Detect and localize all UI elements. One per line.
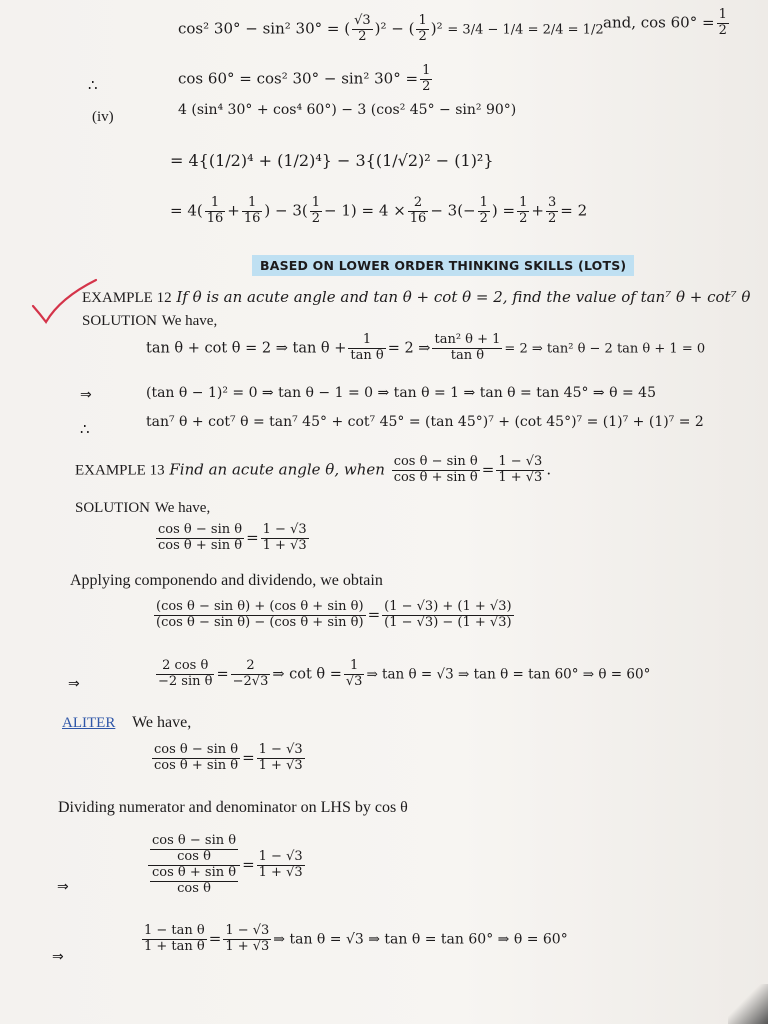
ex12-step-1: tan θ + cot θ = 2 ⇒ tan θ + $\frac{1}{\text{tan θ}}$ = 2 ⇒ $\frac{\text{tan² θ + 1}}{\text{tan θ}}$ = 2 ⇒ tan² θ − 2 tan θ + 1 = 0 (146, 332, 706, 363)
ex13-eq-1: $\frac{\text{cos θ − sin θ}}{\text{cos θ + sin θ}}$ = $\frac{1 - √3}{1 + √3}$ (158, 522, 307, 553)
ex12-step-3: tan⁷ θ + cot⁷ θ = tan⁷ 45° + cot⁷ 45° = (tan 45°)⁷ + (cot 45°)⁷ = (1)⁷ + (1)⁷ = 2 (146, 414, 704, 430)
question-text: If θ is an acute angle and tan θ + cot θ = 2, find the value of tan⁷ θ + cot⁷ θ (176, 288, 751, 306)
fraction: $\frac{1}{2}$ (718, 7, 727, 38)
eq-text: cos² 30° − sin² 30° = (178, 19, 345, 38)
section-header-lots: BASED ON LOWER ORDER THINKING SKILLS (LOTS) (252, 255, 634, 276)
eq-text: cos 60° = cos² 30° − sin² 30° = (178, 69, 419, 88)
implies-arrow: ⇒ (57, 879, 69, 895)
therefore-mark: ∴ (80, 420, 90, 438)
implies-arrow: ⇒ (68, 676, 80, 692)
implies-arrow: ⇒ (52, 949, 64, 965)
part-label-iv: (iv) (92, 109, 114, 125)
ex13-eq-3: $\frac{\text{2 cos θ}}{\text{−2 sin θ}}$ = $\frac{2}{-2√3}$ ⇒ cot θ = $\frac{1}{√3}$ ⇒ tan θ = √3 ⇒ tan θ = tan 60° ⇒ θ = 60° (158, 658, 651, 689)
aliter-label: ALITER (62, 715, 116, 731)
page-corner-shadow (728, 984, 768, 1024)
dividing-text: Dividing numerator and denominator on LHS by cos θ (58, 799, 408, 816)
ex13-eq-2: $\frac{\text{(cos θ − sin θ) + (cos θ + sin θ)}}{\text{(cos θ − sin θ) − (cos θ + sin θ)}}$ = $\frac{(1 - √3) + (1 + √3)}{(1 - √3) - (1 + √3)}$ (156, 599, 512, 630)
compound-fraction: $\frac{\frac{\text{cos θ − sin θ}}{\text{cos θ}}}{\frac{\text{cos θ + sin θ}}{\text{cos θ}}}$ (148, 834, 240, 897)
line-cos2-30: cos² 30° − sin² 30° = ( $\frac{√3}{2}$ )² − ( $\frac{1}{2}$ )² = 3/4 − 1/4 = 2/4 = 1/2 (178, 13, 604, 44)
line-simplify: = 4( $\frac{1}{16}$ + $\frac{1}{16}$ ) − 3( $\frac{1}{2}$ − 1) = 4 × $\frac{2}{16}$ − 3(− $\frac{1}{2}$ ) = $\frac{1}{2}$ + $\frac{3}{2}$ = 2 (170, 195, 588, 226)
example-label: EXAMPLE 12 (82, 290, 172, 306)
fraction: $\frac{1}{2}$ (418, 13, 427, 44)
componendo-text: Applying componendo and dividendo, we obtain (70, 572, 383, 589)
example-12-question (82, 290, 750, 306)
example-12-solution-label: SOLUTION We have, (82, 313, 218, 329)
eq-text: and, cos 60° = (603, 13, 715, 32)
example-label: EXAMPLE 13 (75, 462, 165, 479)
example-13-question: EXAMPLE 13 Find an acute angle θ, when $\frac{\text{cos θ − sin θ}}{\text{cos θ + sin θ}}$ = $\frac{1 - √3}{1 + √3}$ . (75, 454, 552, 485)
aliter-line: ALITER We have, (62, 714, 192, 731)
eq-text: = 3/4 − 1/4 = 2/4 = 1/2 (447, 22, 604, 38)
aliter-eq-3: $\frac{\text{1 − tan θ}}{\text{1 + tan θ}}$ = $\frac{1 - √3}{1 + √3}$ ⇒ tan θ = √3 ⇒ tan θ = tan 60° ⇒ θ = 60° (144, 923, 568, 954)
ex12-step-2: (tan θ − 1)² = 0 ⇒ tan θ − 1 = 0 ⇒ tan θ = 1 ⇒ tan θ = tan 45° ⇒ θ = 45 (146, 385, 656, 401)
line-substitution: = 4{(1/2)⁴ + (1/2)⁴} − 3{(1/√2)² − (1)²} (170, 151, 494, 170)
fraction: $\frac{√3}{2}$ (354, 13, 371, 44)
question-text: Find an acute angle θ, when (169, 460, 385, 479)
therefore-mark: ∴ (88, 76, 98, 94)
aliter-eq-2: $\frac{\frac{\text{cos θ − sin θ}}{\text{cos θ}}}{\frac{\text{cos θ + sin θ}}{\text{cos θ}}}$ = $\frac{1 - √3}{1 + √3}$ (146, 834, 307, 897)
example-13-solution-label: SOLUTION We have, (75, 500, 211, 516)
fraction: $\frac{1}{2}$ (422, 63, 431, 94)
implies-arrow: ⇒ (80, 387, 92, 403)
line-cos60 (178, 64, 434, 95)
line-part-iv: 4 (sin⁴ 30° + cos⁴ 60°) − 3 (cos² 45° − sin² 90°) (178, 102, 517, 118)
aliter-eq-1: $\frac{\text{cos θ − sin θ}}{\text{cos θ + sin θ}}$ = $\frac{1 - √3}{1 + √3}$ (154, 742, 303, 773)
line-and-cos60 (603, 8, 731, 39)
